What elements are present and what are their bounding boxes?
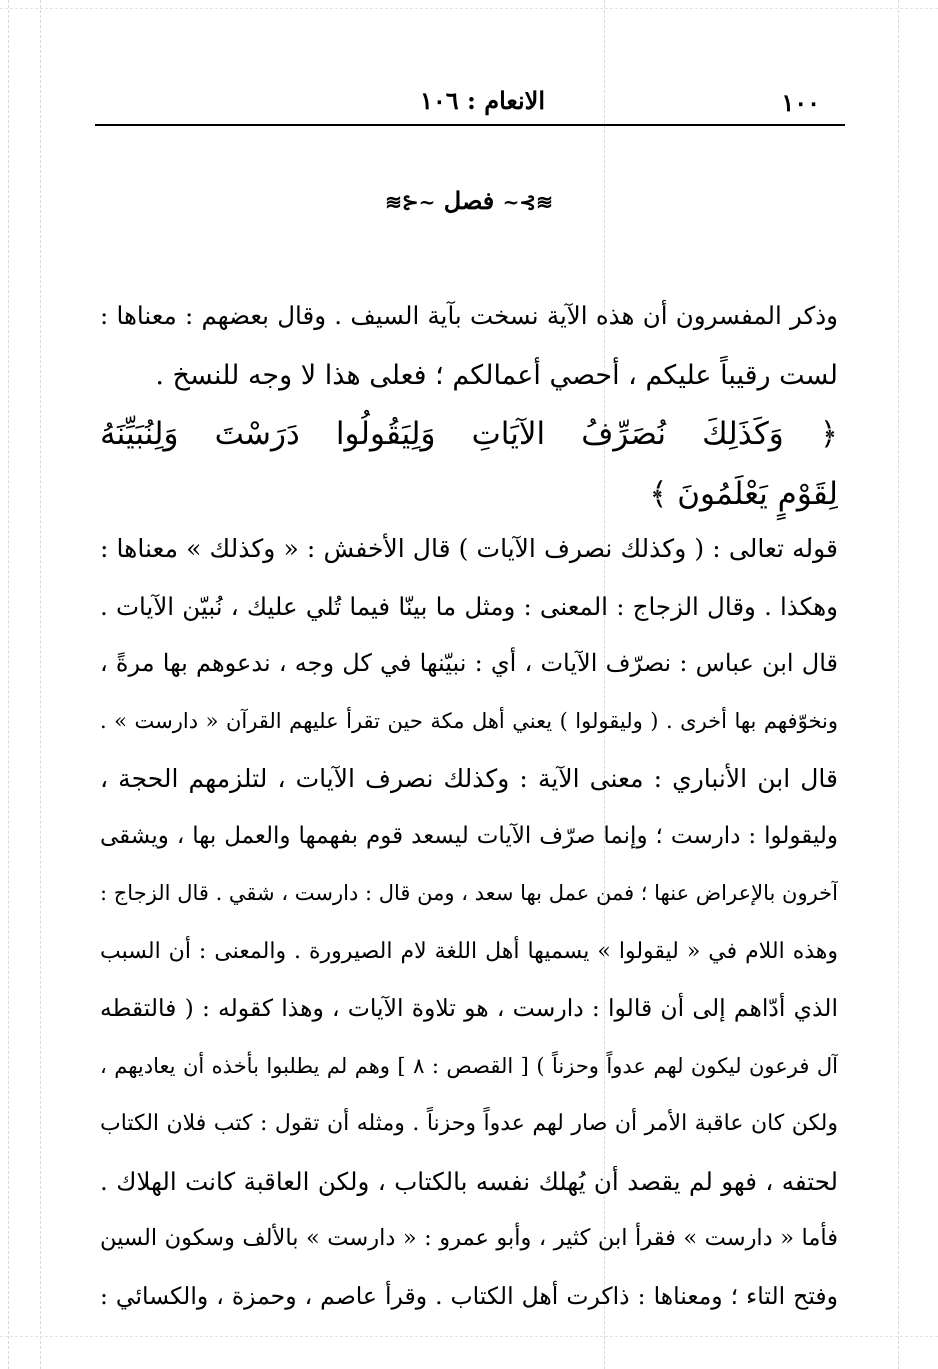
text-line: وهكذا . وقال الزجاج : المعنى : ومثل ما بينّا فيما تُلي عليك ، نُبيّن الآيات .	[100, 591, 838, 621]
text-line: ونخوّفهم بها أخرى . ( وليقولوا ) يعني أهل مكة حين تقرأ عليهم القرآن « دارست » .	[100, 708, 838, 733]
text-line: وليقولوا : دارست ؛ وإنما صرّف الآيات ليسعد قوم بفهمها والعمل بها ، ويشقى	[100, 822, 838, 849]
text-line: وفتح التاء ؛ ومعناها : ذاكرت أهل الكتاب . وقرأ عاصم ، وحمزة ، والكسائي :	[100, 1281, 838, 1310]
surah-reference: الانعام : ١٠٦	[419, 86, 545, 115]
section-title: فصل	[443, 186, 495, 215]
text-line: قوله تعالى : ( وكذلك نصرف الآيات ) قال الأخفش : « وكذلك » معناها :	[100, 534, 838, 563]
text-line: آل فرعون ليكون لهم عدواً وحزناً ) [ القصص : ٨ ] وهم لم يطلبوا بأخذه أن يعاديهم ،	[100, 1053, 838, 1078]
quran-verse	[100, 404, 838, 524]
page-number: ١٠٠	[781, 88, 820, 117]
page-header	[95, 82, 845, 122]
scan-guide-line	[0, 1336, 938, 1337]
text-line: وذكر المفسرون أن هذه الآية نسخت بآية السيف . وقال بعضهم : معناها :	[100, 301, 838, 330]
text-line: وهذه اللام في « ليقولوا » يسميها أهل اللغة لام الصيرورة . والمعنى : أن السبب	[100, 938, 838, 964]
verse-line: ﴿ وَكَذَلِكَ نُصَرِّفُ الآيَاتِ وَلِيَقُولُوا دَرَسْتَ وَلِنُبَيِّنَهُ	[100, 416, 838, 452]
text-line: آخرون بالإعراض عنها ؛ فمن عمل بها سعد ، ومن قال : دارست ، شقي . قال الزجاج :	[100, 881, 838, 905]
text-line: فأما « دارست » فقرأ ابن كثير ، وأبو عمرو : « دارست » بالألف وسكون السين	[100, 1225, 838, 1251]
text-line: الذي أدّاهم إلى أن قالوا : دارست ، هو تلاوة الآيات ، وهذا كقوله : ( فالتقطه	[100, 994, 838, 1022]
ornament-right-icon: ≋⊱~	[502, 190, 553, 214]
text-line: ولكن كان عاقبة الأمر أن صار لهم عدواً وحزناً . ومثله أن تقول : كتب فلان الكتاب	[100, 1111, 838, 1136]
paragraph-2	[100, 520, 838, 1325]
scan-guide-line	[0, 8, 938, 9]
header-divider	[95, 124, 845, 126]
text-line: لست رقيباً عليكم ، أحصي أعمالكم ؛ فعلى هذا لا وجه للنسخ .	[155, 360, 838, 391]
text-line: قال ابن عباس : نصرّف الآيات ، أي : نبيّنها في كل وجه ، ندعوهم بها مرةً ،	[100, 649, 838, 677]
verse-line: لِقَوْمٍ يَعْلَمُونَ ﴾	[649, 476, 838, 512]
paragraph-1	[100, 286, 838, 406]
text-line: قال ابن الأنباري : معنى الآية : وكذلك نصرف الآيات ، لتلزمهم الحجة ،	[100, 764, 838, 793]
ornament-left-icon: ~⊰≋	[385, 190, 436, 214]
section-heading	[0, 186, 938, 215]
text-line: لحتفه ، فهو لم يقصد أن يُهلك نفسه بالكتاب ، ولكن العاقبة كانت الهلاك .	[100, 1166, 838, 1196]
